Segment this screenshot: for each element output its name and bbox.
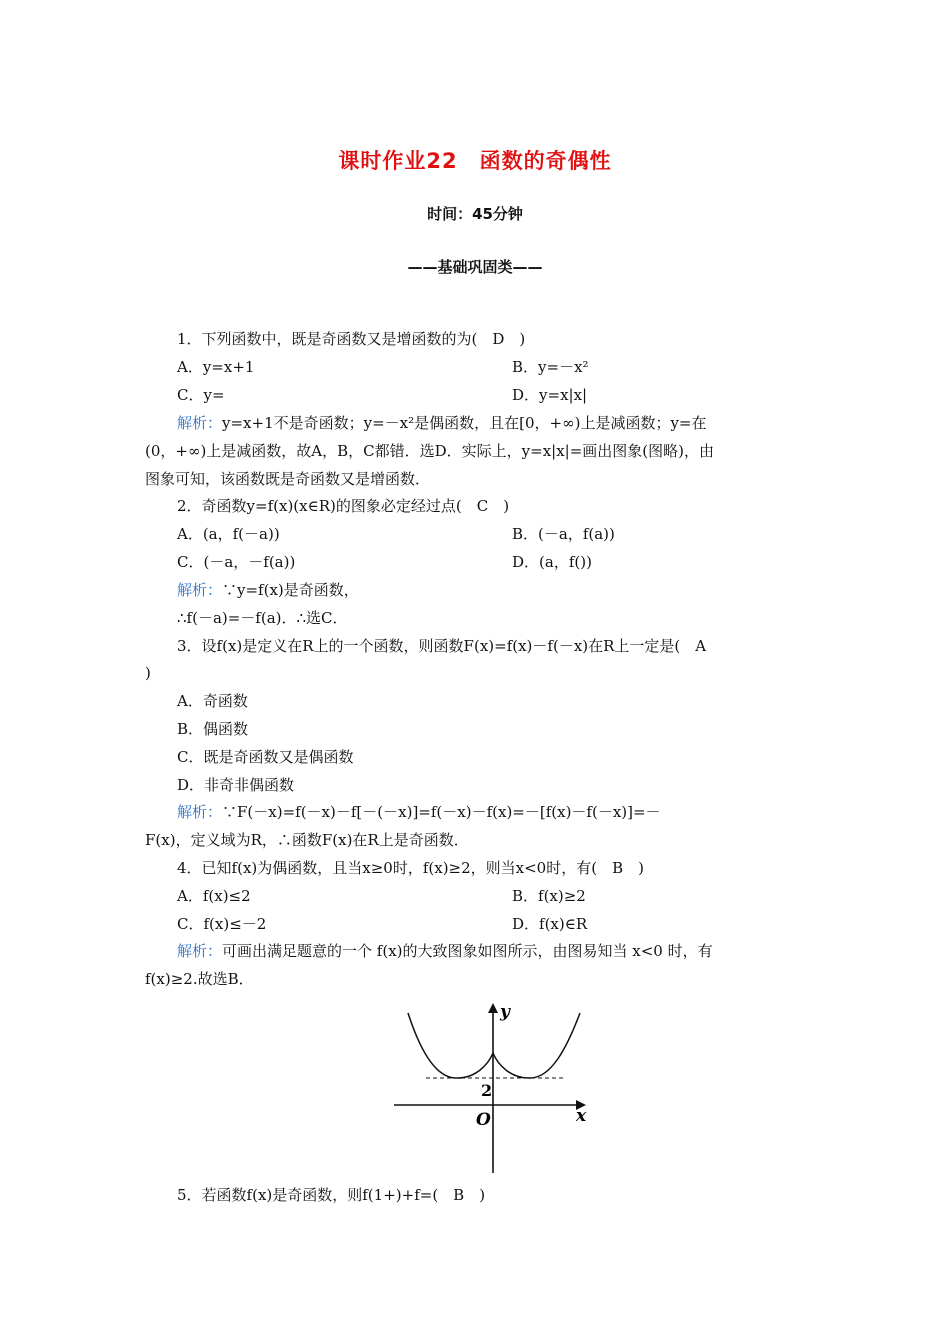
q2-stem: 2．奇函数y=f(x)(x∈R)的图象必定经过点( C ) [177, 497, 510, 515]
tick-label-2: 2 [481, 1081, 493, 1100]
q2-option-d: D．(a，f()) [512, 553, 592, 571]
q4-analysis-line2: f(x)≥2.故选B． [145, 970, 254, 988]
analysis-label: 解析： [177, 942, 223, 960]
function-graph-figure [380, 995, 600, 1180]
q3-option-a: A．奇函数 [177, 692, 248, 710]
analysis-label: 解析： [177, 581, 223, 599]
q2-analysis-line1: 解析：∵y=f(x)是奇函数， [177, 581, 359, 599]
q5-stem: 5．若函数f(x)是奇函数，则f(1+)+f=( B ) [177, 1186, 486, 1204]
q3-analysis-line2: F(x)，定义域为R，∴函数F(x)在R上是奇函数． [145, 831, 469, 849]
analysis-label: 解析： [177, 803, 223, 821]
q1-option-b: B．y=－x² [512, 358, 589, 376]
q4-option-b: B．f(x)≥2 [512, 887, 586, 905]
q3-analysis-line1: 解析：∵F(－x)=f(－x)－f[－(－x)]=f(－x)－f(x)=－[f(x)－f(－x)]=－ [177, 803, 661, 821]
q3-option-b: B．偶函数 [177, 720, 249, 738]
q4-analysis-line1: 解析：可画出满足题意的一个 f(x)的大致图象如图所示，由图易知当 x<0 时，有 [177, 942, 713, 960]
q2-option-a: A．(a，f(－a)) [177, 525, 280, 543]
q1-option-d: D．y=x|x| [512, 386, 588, 404]
q4-stem: 4．已知f(x)为偶函数，且当x≥0时，f(x)≥2，则当x<0时，有( B ) [177, 859, 644, 877]
q1-option-a: A．y=x+1 [177, 358, 255, 376]
q1-analysis-line3: 图象可知，该函数既是奇函数又是增函数． [145, 470, 431, 488]
q3-stem: 3．设f(x)是定义在R上的一个函数，则函数F(x)=f(x)－f(－x)在R上一定是( A [177, 637, 707, 655]
x-axis-label: x [576, 1106, 587, 1126]
q2-analysis-line2: ∴f(－a)=－f(a)．∴选C． [177, 609, 348, 627]
origin-label: O [476, 1110, 491, 1130]
q4-option-d: D．f(x)∈R [512, 915, 588, 933]
q1-analysis-line2: (0，+∞)上是减函数，故A，B，C都错．选D．实际上，y=x|x|=画出图象(图略)，由 [145, 442, 715, 460]
section-heading: ——基础巩固类—— [407, 258, 543, 276]
y-axis-label: y [500, 1002, 510, 1022]
y-axis-arrow [488, 1003, 498, 1013]
q3-option-c: C．既是奇函数又是偶函数 [177, 748, 354, 766]
q1-analysis-line1: 解析：y=x+1不是奇函数；y=－x²是偶函数，且在[0，+∞)上是减函数；y=在 [177, 414, 707, 432]
time-limit: 时间：45分钟 [427, 205, 523, 223]
analysis-label: 解析： [177, 414, 223, 432]
q3-stem-end: ) [145, 664, 151, 682]
q1-option-c: C．y= [177, 386, 225, 404]
q1-stem: 1．下列函数中，既是奇函数又是增函数的为( D ) [177, 330, 526, 348]
q2-option-c: C．(－a，－f(a)) [177, 553, 296, 571]
q2-option-b: B．(－a，f(a)) [512, 525, 615, 543]
q3-option-d: D．非奇非偶函数 [177, 776, 295, 794]
page-title: 课时作业22 函数的奇偶性 [338, 149, 612, 173]
function-curve [408, 1013, 580, 1078]
q4-option-c: C．f(x)≤－2 [177, 915, 267, 933]
q4-option-a: A．f(x)≤2 [177, 887, 251, 905]
